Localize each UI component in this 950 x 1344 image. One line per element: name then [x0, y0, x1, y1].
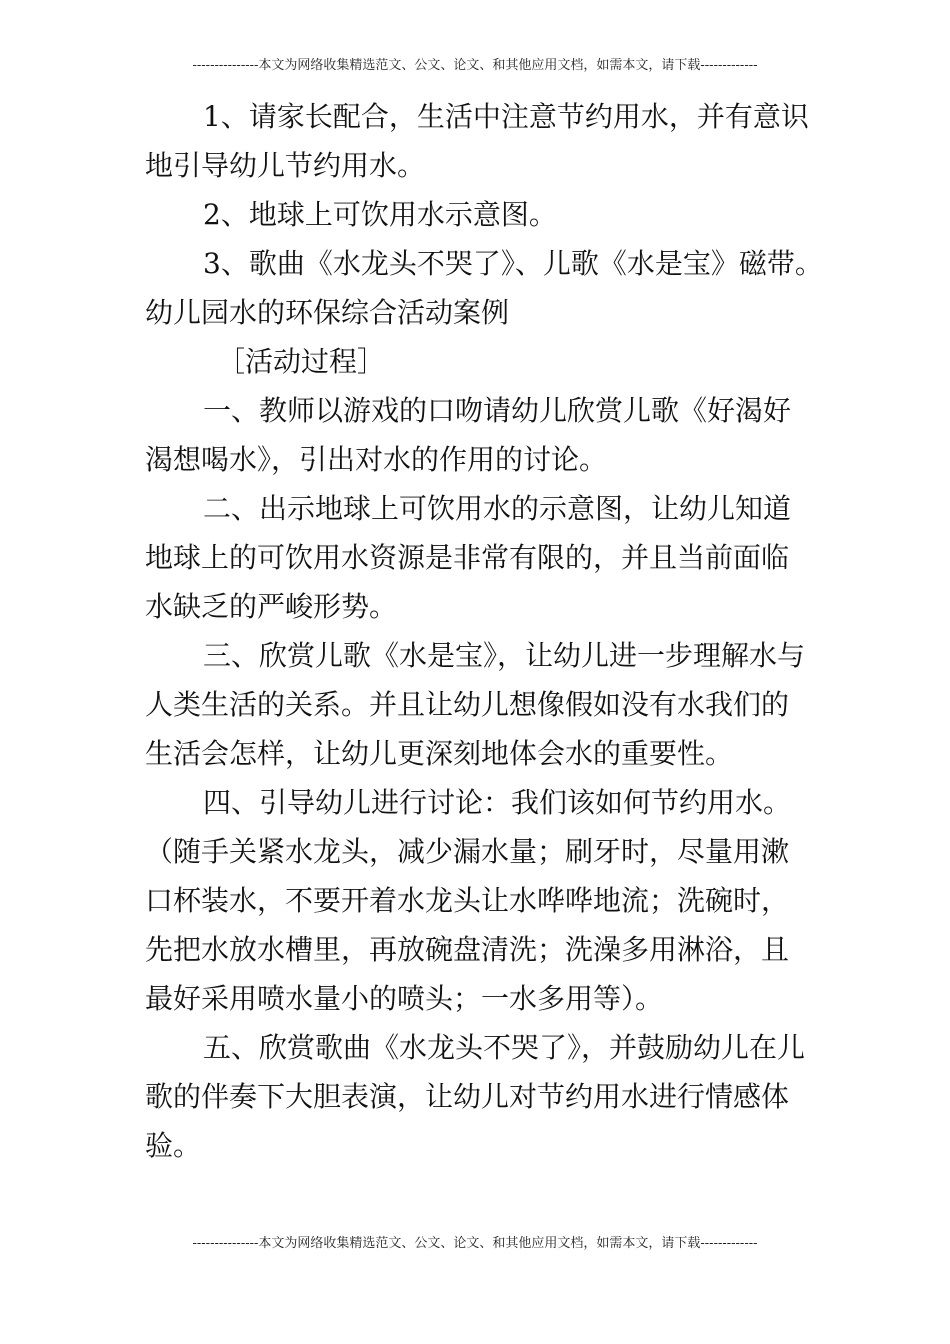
text-line-15: 四、引导幼儿进行讨论：我们该如何节约用水。: [203, 786, 792, 819]
text-line-14: 生活会怎样，让幼儿更深刻地体会水的重要性。: [145, 737, 734, 770]
text-line-16: （随手关紧水龙头，减少漏水量；刷牙时，尽量用漱: [145, 835, 790, 868]
text-line-1: 1、请家长配合，生活中注意节约用水，并有意识: [203, 100, 809, 133]
text-line-18: 先把水放水槽里，再放碗盘清洗；洗澡多用淋浴，且: [145, 933, 790, 966]
text-line-20: 五、欣赏歌曲《水龙头不哭了》，并鼓励幼儿在儿: [203, 1031, 806, 1064]
text-line-7: 一、教师以游戏的口吻请幼儿欣赏儿歌《好渴好: [203, 394, 792, 427]
footer-banner: ---------------本文为网络收集精选范文、公文、论文、和其他应用文档，如需本文，请下载-------------: [192, 1236, 758, 1251]
text-line-8: 渴想喝水》，引出对水的作用的讨论。: [145, 443, 608, 476]
text-line-4: 3、歌曲《水龙头不哭了》、儿歌《水是宝》磁带。: [203, 247, 823, 280]
document-body: [145, 92, 823, 1170]
text-line-11: 水缺乏的严峻形势。: [145, 590, 398, 623]
text-line-22: 验。: [145, 1129, 202, 1162]
text-line-3: 2、地球上可饮用水示意图。: [203, 198, 557, 231]
text-line-21: 歌的伴奏下大胆表演，让幼儿对节约用水进行情感体: [145, 1080, 790, 1113]
text-line-9: 二、出示地球上可饮用水的示意图，让幼儿知道: [203, 492, 792, 525]
text-line-10: 地球上的可饮用水资源是非常有限的，并且当前面临: [145, 541, 790, 574]
text-line-13: 人类生活的关系。并且让幼儿想像假如没有水我们的: [145, 688, 790, 721]
text-line-12: 三、欣赏儿歌《水是宝》，让幼儿进一步理解水与: [203, 639, 806, 672]
text-line-2: 地引导幼儿节约用水。: [145, 149, 426, 182]
text-line-19: 最好采用喷水量小的喷头；一水多用等）。: [145, 982, 664, 1015]
section-title: 幼儿园水的环保综合活动案例: [145, 296, 510, 329]
header-banner: ---------------本文为网络收集精选范文、公文、论文、和其他应用文档，如需本文，请下载-------------: [192, 58, 758, 73]
text-line-17: 口杯装水，不要开着水龙头让水哗哗地流；洗碗时，: [145, 884, 790, 917]
section-heading-process: ［活动过程］: [217, 345, 386, 378]
